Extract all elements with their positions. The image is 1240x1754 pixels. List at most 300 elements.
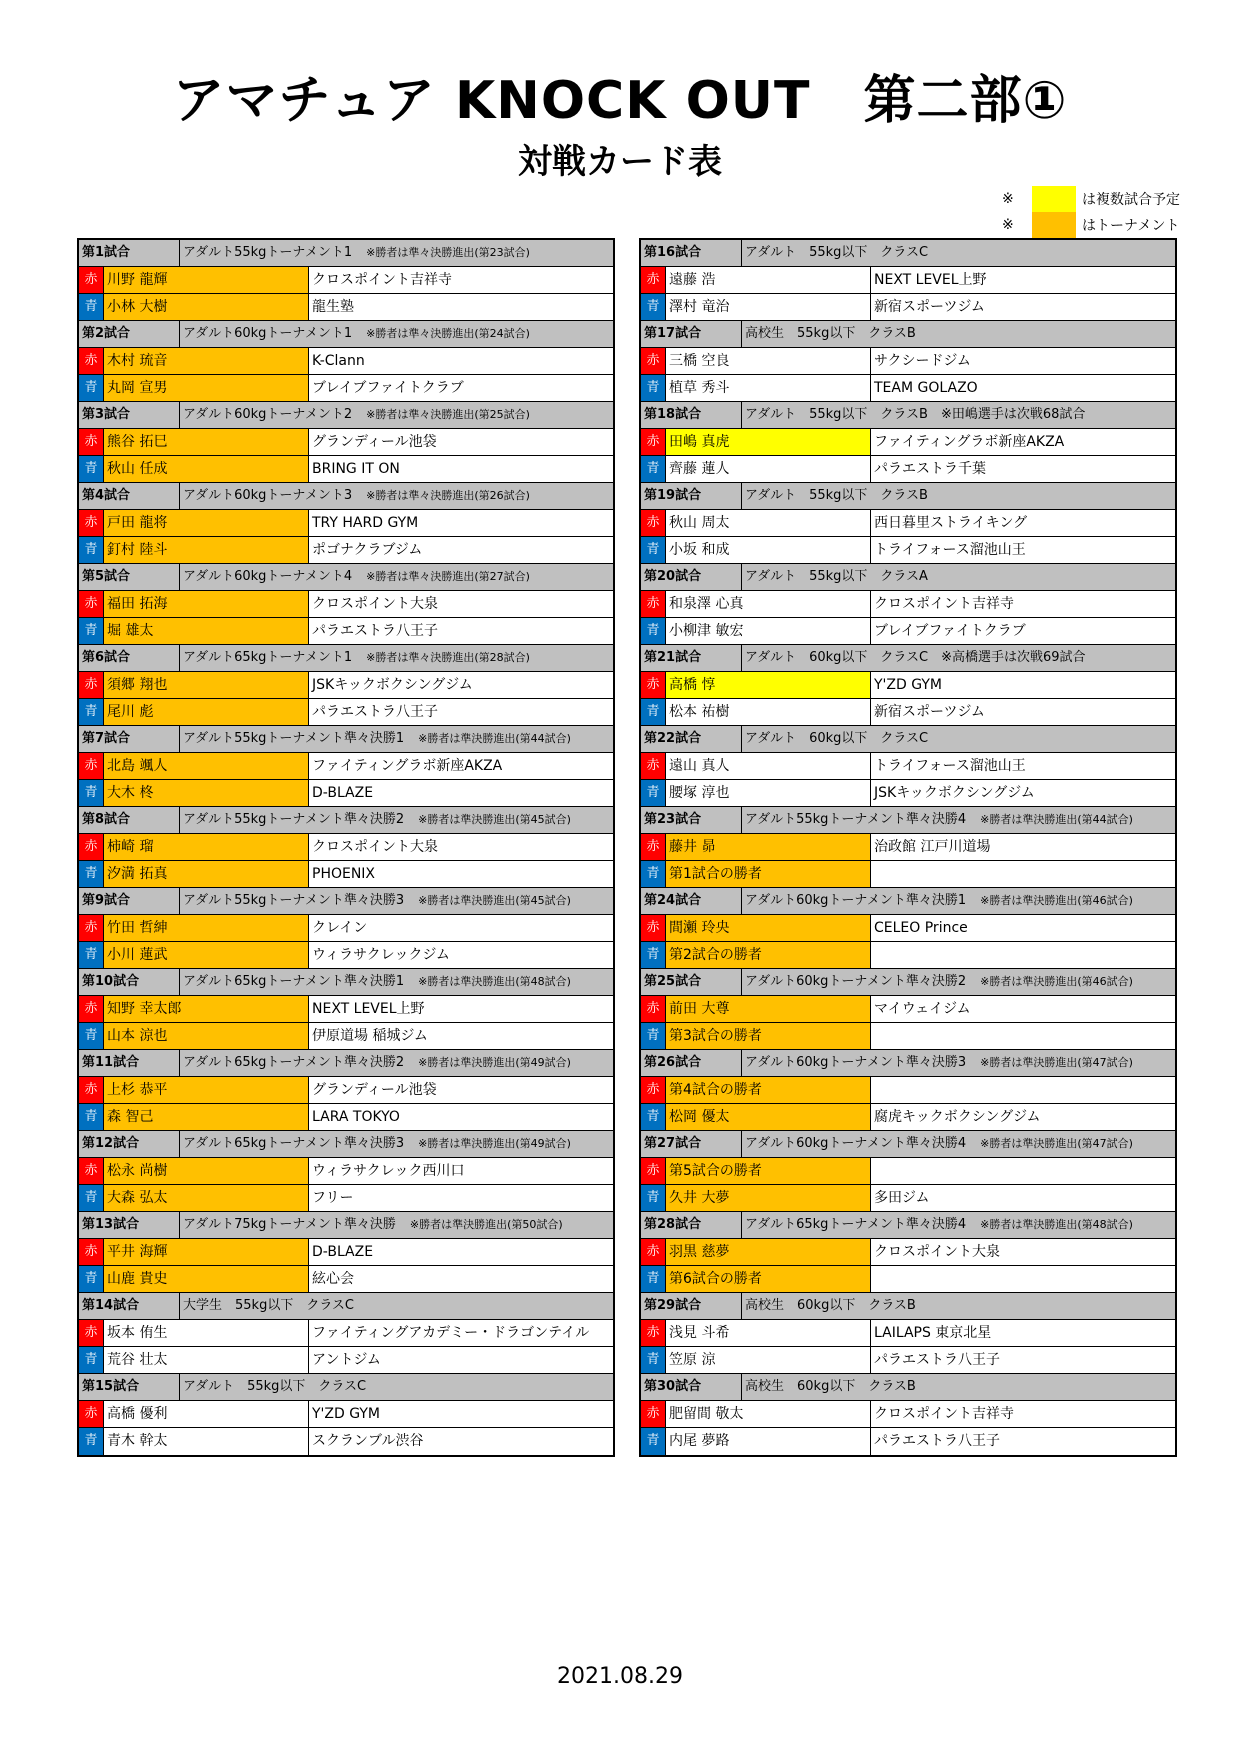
red-fighter-gym: ウィラサクレック西川口 [312,1163,465,1179]
blue-fighter-gym [871,861,1175,887]
red-corner-label: 赤 [641,267,666,293]
match-description [742,807,1175,833]
match-header [79,564,613,591]
match-header [641,321,1175,348]
blue-fighter-gym: パラエストラ八王子 [312,623,438,639]
blue-corner-row [79,375,613,402]
match-header [641,1131,1175,1158]
match-number: 第12試合 [79,1131,180,1157]
red-fighter-gym: クロスポイント吉祥寺 [312,272,452,288]
blue-corner-row [79,456,613,483]
red-fighter-name: 和泉澤 心真 [666,591,871,617]
blue-corner-row [641,1347,1175,1374]
match-note: ※勝者は準決勝進出(第45試合) [418,894,571,907]
blue-corner-label: 青 [641,1428,666,1455]
match-description [742,1374,1175,1400]
match-division: アダルト 60kg以下 クラスC [745,731,929,746]
match-description [742,969,1175,995]
match-description [180,726,613,752]
match-division: アダルト 55kg以下 クラスA [745,569,928,584]
red-fighter-name: 戸田 龍将 [104,510,309,536]
match-division: 大学生 55kg以下 クラスC [183,1298,355,1313]
match-block [641,969,1175,1050]
match-block [641,1050,1175,1131]
match-number: 第25試合 [641,969,742,995]
blue-fighter-name: 腰塚 淳也 [666,780,871,806]
match-description [742,402,1175,428]
red-fighter-name: 遠藤 浩 [666,267,871,293]
red-fighter-name: 田嶋 真虎 [666,429,871,455]
blue-fighter-gym: 龍生塾 [312,299,354,315]
match-division: アダルト55kgトーナメント準々決勝3 [183,893,405,908]
blue-corner-label: 青 [641,942,666,968]
match-number: 第27試合 [641,1131,742,1157]
match-header [79,1131,613,1158]
blue-fighter-gym: ウィラサクレックジム [312,947,450,963]
match-header [641,240,1175,267]
red-fighter-name: 浅見 斗希 [666,1320,871,1346]
match-header [641,1050,1175,1077]
legend-text: はトーナメント [1082,218,1180,234]
blue-fighter-name: 植草 秀斗 [666,375,871,401]
match-description [742,645,1175,671]
match-number: 第8試合 [79,807,180,833]
match-header [79,726,613,753]
legend-mark: ※ [1002,217,1014,233]
red-corner-label: 赤 [641,1401,666,1427]
match-block [79,1374,613,1455]
blue-corner-row [641,1266,1175,1293]
blue-corner-row [641,294,1175,321]
match-header [79,1293,613,1320]
match-division: アダルト 55kg以下 クラスB [745,488,928,503]
red-corner-row [641,510,1175,537]
match-block [79,483,613,564]
red-fighter-name: 福田 拓海 [104,591,309,617]
match-block [79,645,613,726]
match-block [79,240,613,321]
blue-corner-label: 青 [79,375,104,401]
red-fighter-gym: クロスポイント吉祥寺 [874,596,1014,612]
blue-corner-label: 青 [641,294,666,320]
blue-corner-row [79,1347,613,1374]
blue-fighter-gym: フリー [312,1190,354,1206]
match-description [180,969,613,995]
match-note: ※勝者は準決勝進出(第47試合) [980,1137,1133,1150]
blue-corner-label: 青 [79,699,104,725]
blue-fighter-gym: 伊原道場 稲城ジム [312,1028,428,1044]
match-note: ※勝者は準々決勝進出(第23試合) [366,246,530,259]
red-corner-row [79,834,613,861]
blue-fighter-name: 第3試合の勝者 [666,1023,871,1049]
red-corner-label: 赤 [79,672,104,698]
match-number: 第9試合 [79,888,180,914]
blue-fighter-name: 松本 祐樹 [666,699,871,725]
match-division: アダルト65kgトーナメント準々決勝3 [183,1136,405,1151]
match-block [641,240,1175,321]
red-corner-row [79,1320,613,1347]
blue-fighter-gym: JSKキックボクシングジム [874,785,1035,801]
match-number: 第5試合 [79,564,180,590]
blue-corner-label: 青 [641,861,666,887]
red-corner-row [79,1401,613,1428]
match-number: 第10試合 [79,969,180,995]
red-fighter-name: 遠山 真人 [666,753,871,779]
match-note: ※勝者は準決勝進出(第48試合) [980,1218,1133,1231]
blue-fighter-name: 青木 幹太 [104,1428,309,1455]
blue-fighter-gym: PHOENIX [312,866,376,882]
red-corner-label: 赤 [79,1401,104,1427]
match-header [641,645,1175,672]
blue-corner-row [641,1428,1175,1455]
blue-fighter-name: 第6試合の勝者 [666,1266,871,1292]
blue-fighter-gym [871,1023,1175,1049]
event-date: 2021.08.29 [557,1664,683,1689]
match-block [79,807,613,888]
match-block [641,1293,1175,1374]
match-block [79,969,613,1050]
blue-corner-label: 青 [641,537,666,563]
match-division: アダルト60kgトーナメント2 [183,407,353,422]
blue-corner-row [641,699,1175,726]
blue-fighter-name: 第2試合の勝者 [666,942,871,968]
match-description [180,807,613,833]
red-fighter-gym: マイウェイジム [874,1001,971,1017]
blue-corner-label: 青 [79,456,104,482]
match-header [79,240,613,267]
match-block [641,807,1175,888]
legend-tournament [1002,212,1179,238]
blue-fighter-gym: LARA TOKYO [312,1109,400,1125]
blue-corner-label: 青 [79,1023,104,1049]
red-fighter-name: 三橋 空良 [666,348,871,374]
red-corner-label: 赤 [641,915,666,941]
match-number: 第29試合 [641,1293,742,1319]
red-fighter-name: 竹田 哲紳 [104,915,309,941]
match-number: 第20試合 [641,564,742,590]
red-fighter-name: 第5試合の勝者 [666,1158,871,1184]
match-block [79,1293,613,1374]
match-block [641,402,1175,483]
match-division: アダルト60kgトーナメント4 [183,569,353,584]
match-number: 第23試合 [641,807,742,833]
red-fighter-gym: クロスポイント大泉 [874,1244,1000,1260]
match-block [79,321,613,402]
blue-corner-label: 青 [79,537,104,563]
blue-fighter-name: 齊藤 蓮人 [666,456,871,482]
match-division: 高校生 60kg以下 クラスB [745,1298,916,1313]
match-division: アダルト65kgトーナメント準々決勝1 [183,974,405,989]
blue-corner-row [641,780,1175,807]
match-division: アダルト 55kg以下 クラスC [745,245,929,260]
blue-fighter-gym: 新宿スポーツジム [874,704,985,720]
match-block [641,888,1175,969]
match-note: ※勝者は準決勝進出(第45試合) [418,813,571,826]
match-number: 第21試合 [641,645,742,671]
red-fighter-gym: NEXT LEVEL上野 [874,272,987,288]
red-corner-row [641,1158,1175,1185]
match-number: 第2試合 [79,321,180,347]
red-corner-row [79,429,613,456]
blue-fighter-name: 第1試合の勝者 [666,861,871,887]
blue-corner-row [641,1185,1175,1212]
blue-fighter-gym: アントジム [312,1352,381,1368]
match-header [641,483,1175,510]
blue-fighter-gym: 絃心会 [312,1271,354,1287]
blue-corner-row [79,1104,613,1131]
blue-fighter-gym: 腐虎キックボクシングジム [874,1109,1041,1125]
red-fighter-gym: トライフォース溜池山王 [874,758,1026,774]
match-header [641,1374,1175,1401]
blue-fighter-name: 松岡 優太 [666,1104,871,1130]
blue-corner-label: 青 [641,1347,666,1373]
red-fighter-name: 川野 龍輝 [104,267,309,293]
blue-corner-label: 青 [79,1104,104,1130]
red-fighter-name: 肥留間 敬太 [666,1401,871,1427]
blue-corner-label: 青 [79,780,104,806]
match-description [742,726,1175,752]
red-fighter-gym: Y'ZD GYM [874,677,943,693]
blue-corner-row [641,618,1175,645]
red-fighter-gym: クロスポイント吉祥寺 [874,1406,1014,1422]
red-corner-label: 赤 [641,429,666,455]
blue-corner-label: 青 [641,618,666,644]
match-description [742,1293,1175,1319]
match-header [641,564,1175,591]
red-corner-row [79,672,613,699]
red-corner-row [641,267,1175,294]
match-header [79,402,613,429]
blue-corner-label: 青 [79,618,104,644]
blue-fighter-gym: ブレイブファイトクラブ [312,380,464,396]
blue-corner-label: 青 [641,699,666,725]
match-division: アダルト65kgトーナメント準々決勝4 [745,1217,967,1232]
red-corner-row [79,1077,613,1104]
red-corner-label: 赤 [641,348,666,374]
match-block [641,726,1175,807]
match-number: 第11試合 [79,1050,180,1076]
blue-fighter-name: 笠原 涼 [666,1347,871,1373]
match-division: アダルト 55kg以下 クラスB ※田嶋選手は次戦68試合 [745,407,1086,422]
match-header [641,1293,1175,1320]
blue-fighter-name: 澤村 竜治 [666,294,871,320]
match-header [641,888,1175,915]
match-division: アダルト 55kg以下 クラスC [183,1379,367,1394]
red-corner-row [641,429,1175,456]
match-note: ※勝者は準決勝進出(第50試合) [409,1218,563,1231]
blue-fighter-name: 内尾 夢路 [666,1428,871,1455]
red-fighter-gym: ファイティングラボ新座AKZA [874,434,1065,450]
match-note: ※勝者は準々決勝進出(第27試合) [366,570,530,583]
blue-corner-row [79,1023,613,1050]
red-fighter-name: 須郷 翔也 [104,672,309,698]
blue-fighter-name: 丸岡 宣男 [104,375,309,401]
match-block [79,888,613,969]
match-number: 第14試合 [79,1293,180,1319]
match-header [79,645,613,672]
match-division: アダルト60kgトーナメント準々決勝2 [745,974,967,989]
red-fighter-gym: K-Clann [312,353,365,369]
blue-fighter-name: 釘村 陸斗 [104,537,309,563]
red-fighter-name: 第4試合の勝者 [666,1077,871,1103]
match-division: アダルト65kgトーナメント準々決勝2 [183,1055,405,1070]
red-fighter-name: 前田 大尊 [666,996,871,1022]
match-description [742,483,1175,509]
red-corner-row [641,753,1175,780]
blue-fighter-gym: パラエストラ八王子 [874,1352,1000,1368]
blue-corner-row [641,456,1175,483]
red-fighter-name: 北島 颯人 [104,753,309,779]
blue-corner-label: 青 [641,456,666,482]
blue-corner-row [79,1185,613,1212]
blue-corner-label: 青 [641,1104,666,1130]
match-description [180,1293,613,1319]
match-description [180,402,613,428]
blue-fighter-gym: D-BLAZE [312,785,374,801]
red-corner-label: 赤 [79,510,104,536]
match-header [79,888,613,915]
match-note: ※勝者は準決勝進出(第44試合) [980,813,1133,826]
match-header [641,402,1175,429]
legend-mark: ※ [1002,191,1014,207]
red-fighter-gym: Y'ZD GYM [312,1406,381,1422]
blue-corner-row [641,1104,1175,1131]
legend-text: は複数試合予定 [1082,192,1180,208]
blue-corner-row [79,1266,613,1293]
match-number: 第1試合 [79,240,180,266]
match-description [180,1374,613,1400]
match-description [180,1050,613,1076]
red-corner-label: 赤 [641,1077,666,1103]
blue-fighter-name: 大森 弘太 [104,1185,309,1211]
match-note: ※勝者は準決勝進出(第48試合) [418,975,571,988]
match-note: ※勝者は準決勝進出(第44試合) [418,732,571,745]
blue-corner-label: 青 [79,294,104,320]
match-header [641,726,1175,753]
red-corner-row [641,1239,1175,1266]
blue-corner-label: 青 [79,1266,104,1292]
blue-corner-label: 青 [79,861,104,887]
red-corner-row [79,1239,613,1266]
red-corner-label: 赤 [79,1077,104,1103]
match-block [641,1212,1175,1293]
red-fighter-gym: グランディール池袋 [312,1082,437,1098]
red-fighter-gym: NEXT LEVEL上野 [312,1001,425,1017]
match-number: 第19試合 [641,483,742,509]
red-fighter-gym: D-BLAZE [312,1244,374,1260]
red-corner-row [641,834,1175,861]
match-header [641,1212,1175,1239]
red-corner-label: 赤 [79,267,104,293]
match-division: アダルト75kgトーナメント準々決勝 [183,1217,396,1232]
blue-fighter-name: 秋山 任成 [104,456,309,482]
blue-fighter-name: 小林 大樹 [104,294,309,320]
red-corner-label: 赤 [641,996,666,1022]
match-description [180,564,613,590]
red-corner-row [79,348,613,375]
match-description [742,1131,1175,1157]
match-description [742,321,1175,347]
blue-fighter-gym: ブレイブファイトクラブ [874,623,1026,639]
red-fighter-gym: CELEO Prince [874,920,968,936]
match-header [79,1374,613,1401]
blue-corner-label: 青 [641,1266,666,1292]
match-description [180,645,613,671]
red-corner-row [79,267,613,294]
match-description [742,564,1175,590]
match-table-right [639,238,1177,1457]
match-division: 高校生 60kg以下 クラスB [745,1379,916,1394]
blue-fighter-gym: 多田ジム [874,1190,930,1206]
red-corner-row [641,672,1175,699]
match-header [79,321,613,348]
blue-fighter-gym [871,942,1175,968]
blue-corner-label: 青 [641,1185,666,1211]
legend-multi-match [1002,186,1180,212]
blue-fighter-gym [871,1266,1175,1292]
red-corner-label: 赤 [79,753,104,779]
blue-fighter-gym: BRING IT ON [312,461,400,477]
red-corner-row [641,591,1175,618]
red-corner-label: 赤 [79,834,104,860]
match-note: ※勝者は準決勝進出(第47試合) [980,1056,1133,1069]
match-division: 高校生 55kg以下 クラスB [745,326,916,341]
red-fighter-gym: ファイティングラボ新座AKZA [312,758,503,774]
blue-fighter-gym: トライフォース溜池山王 [874,542,1026,558]
match-number: 第4試合 [79,483,180,509]
match-block [79,402,613,483]
blue-fighter-name: 小柳津 敏宏 [666,618,871,644]
blue-corner-label: 青 [641,1023,666,1049]
match-division: アダルト60kgトーナメント準々決勝4 [745,1136,967,1151]
blue-fighter-name: 久井 大夢 [666,1185,871,1211]
match-division: アダルト55kgトーナメント1 [183,245,353,260]
red-fighter-name: 秋山 周太 [666,510,871,536]
red-fighter-gym: クロスポイント大泉 [312,596,438,612]
match-division: アダルト60kgトーナメント準々決勝1 [745,893,967,908]
red-corner-label: 赤 [79,348,104,374]
match-number: 第26試合 [641,1050,742,1076]
match-block [641,564,1175,645]
match-description [180,1212,613,1238]
red-fighter-gym: クロスポイント大泉 [312,839,438,855]
match-note: ※勝者は準決勝進出(第46試合) [980,894,1133,907]
red-corner-label: 赤 [641,834,666,860]
red-fighter-name: 松永 尚樹 [104,1158,309,1184]
match-note: ※勝者は準々決勝進出(第28試合) [366,651,530,664]
match-block [79,1131,613,1212]
blue-corner-label: 青 [641,780,666,806]
page-subtitle: 対戦カード表 [518,142,722,182]
match-note: ※勝者は準決勝進出(第46試合) [980,975,1133,988]
match-block [641,483,1175,564]
red-fighter-gym [871,1158,1175,1184]
match-division: アダルト65kgトーナメント1 [183,650,353,665]
match-block [79,1212,613,1293]
red-fighter-gym: JSKキックボクシングジム [312,677,473,693]
red-fighter-name: 坂本 侑生 [104,1320,309,1346]
red-corner-row [79,510,613,537]
red-fighter-name: 平井 海輝 [104,1239,309,1265]
match-description [742,1050,1175,1076]
blue-corner-label: 青 [79,1347,104,1373]
red-fighter-gym: 西日暮里ストライキング [874,515,1028,531]
red-fighter-name: 高橋 優利 [104,1401,309,1427]
red-corner-label: 赤 [79,915,104,941]
red-corner-row [641,1320,1175,1347]
match-block [79,564,613,645]
red-corner-row [641,996,1175,1023]
